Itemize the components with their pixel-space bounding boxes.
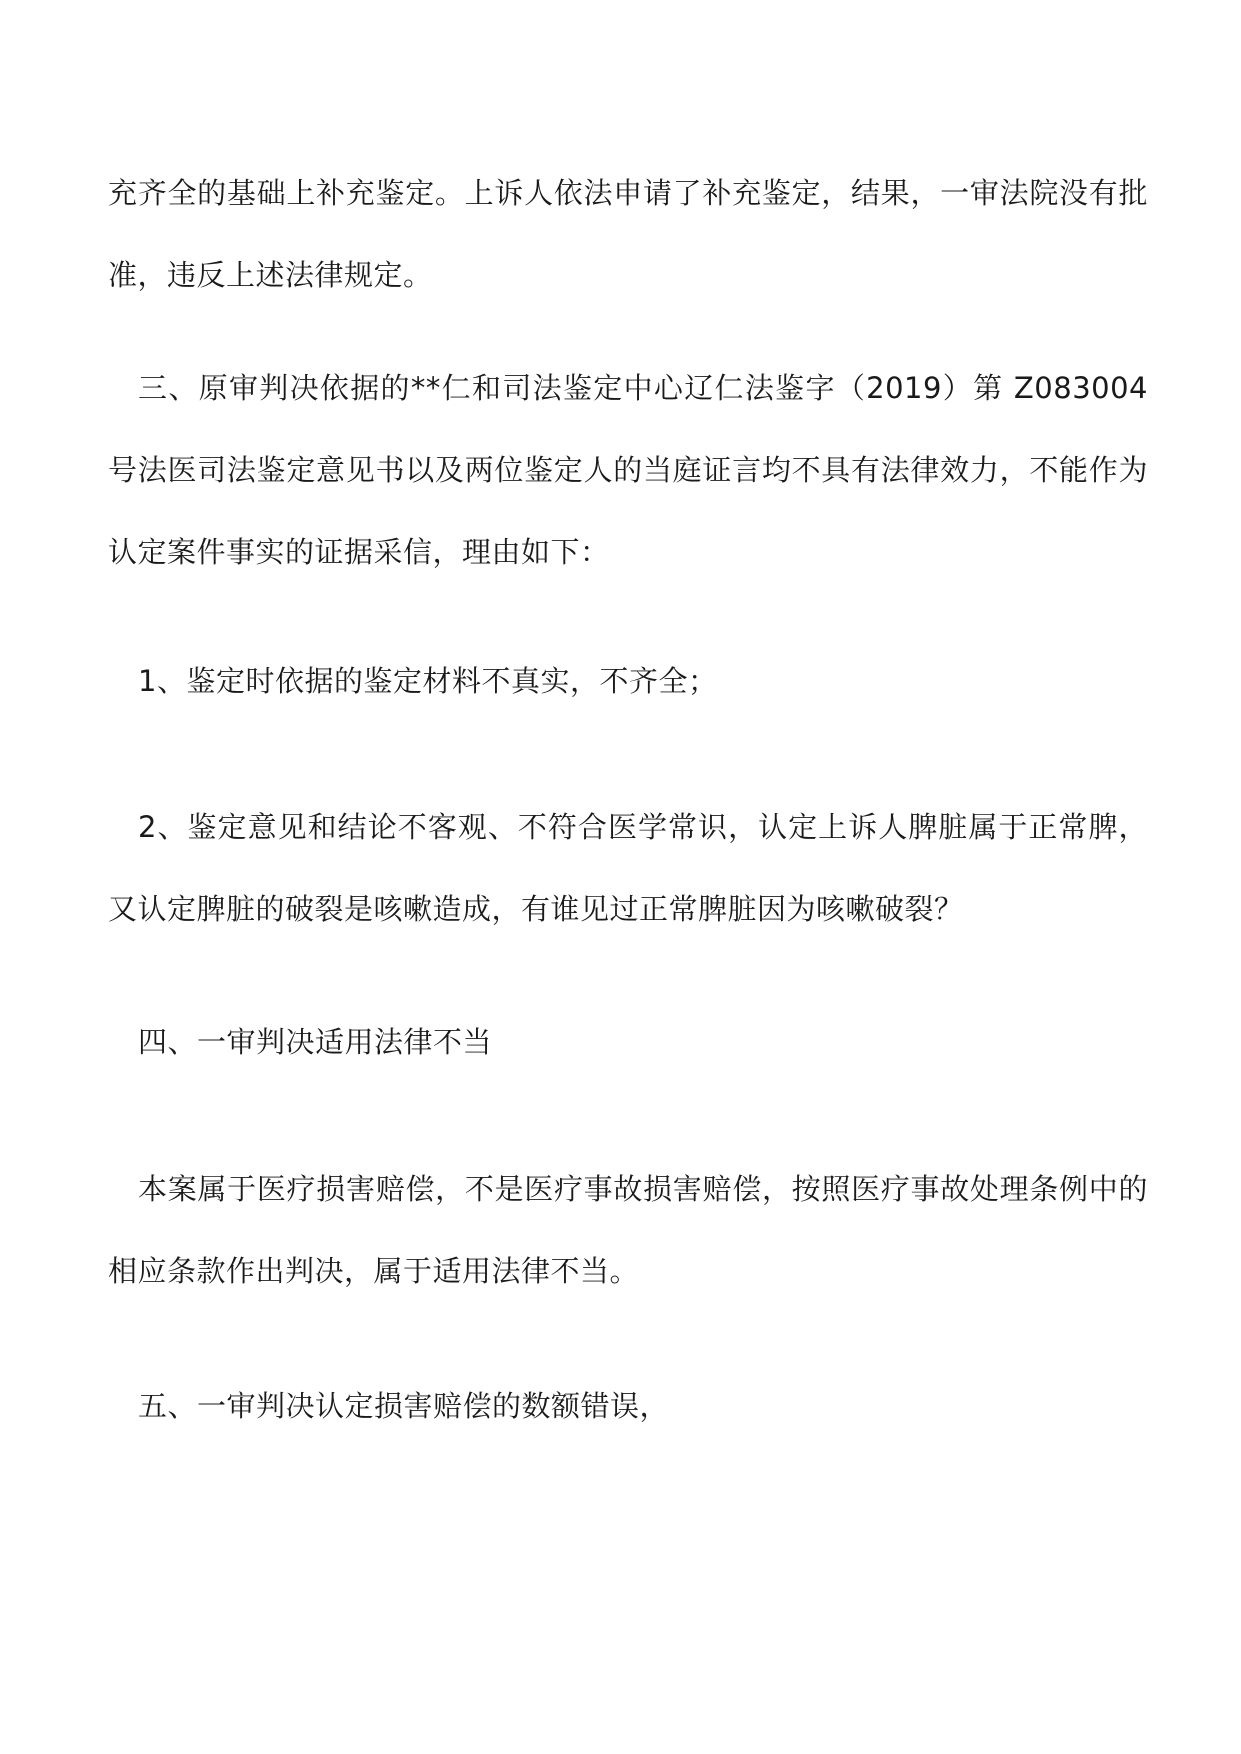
paragraph-item-two: 2、鉴定意见和结论不客观、不符合医学常识，认定上诉人脾脏属于正常脾，又认定脾脏的破裂是咳嗽造成，有谁见过正常脾脏因为咳嗽破裂？ (108, 810, 1148, 926)
paragraph-supplementary-appraisal: 充齐全的基础上补充鉴定。上诉人依法申请了补充鉴定，结果，一审法院没有批准，违反上述法律规定。 (108, 176, 1148, 292)
paragraph-item-one: 1、鉴定时依据的鉴定材料不真实，不齐全； (138, 664, 718, 698)
paragraph-section-four-body: 本案属于医疗损害赔偿，不是医疗事故损害赔偿，按照医疗事故处理条例中的相应条款作出判决，属于适用法律不当。 (108, 1172, 1148, 1288)
paragraph-section-four-heading: 四、一审判决适用法律不当 (138, 1025, 493, 1059)
paragraph-section-five-heading: 五、一审判决认定损害赔偿的数额错误， (138, 1389, 670, 1423)
paragraph-section-three: 三、原审判决依据的**仁和司法鉴定中心辽仁法鉴字（2019）第 Z083004 号法医司法鉴定意见书以及两位鉴定人的当庭证言均不具有法律效力，不能作为认定案件事实的证据采信，理由如下： (108, 371, 1148, 569)
